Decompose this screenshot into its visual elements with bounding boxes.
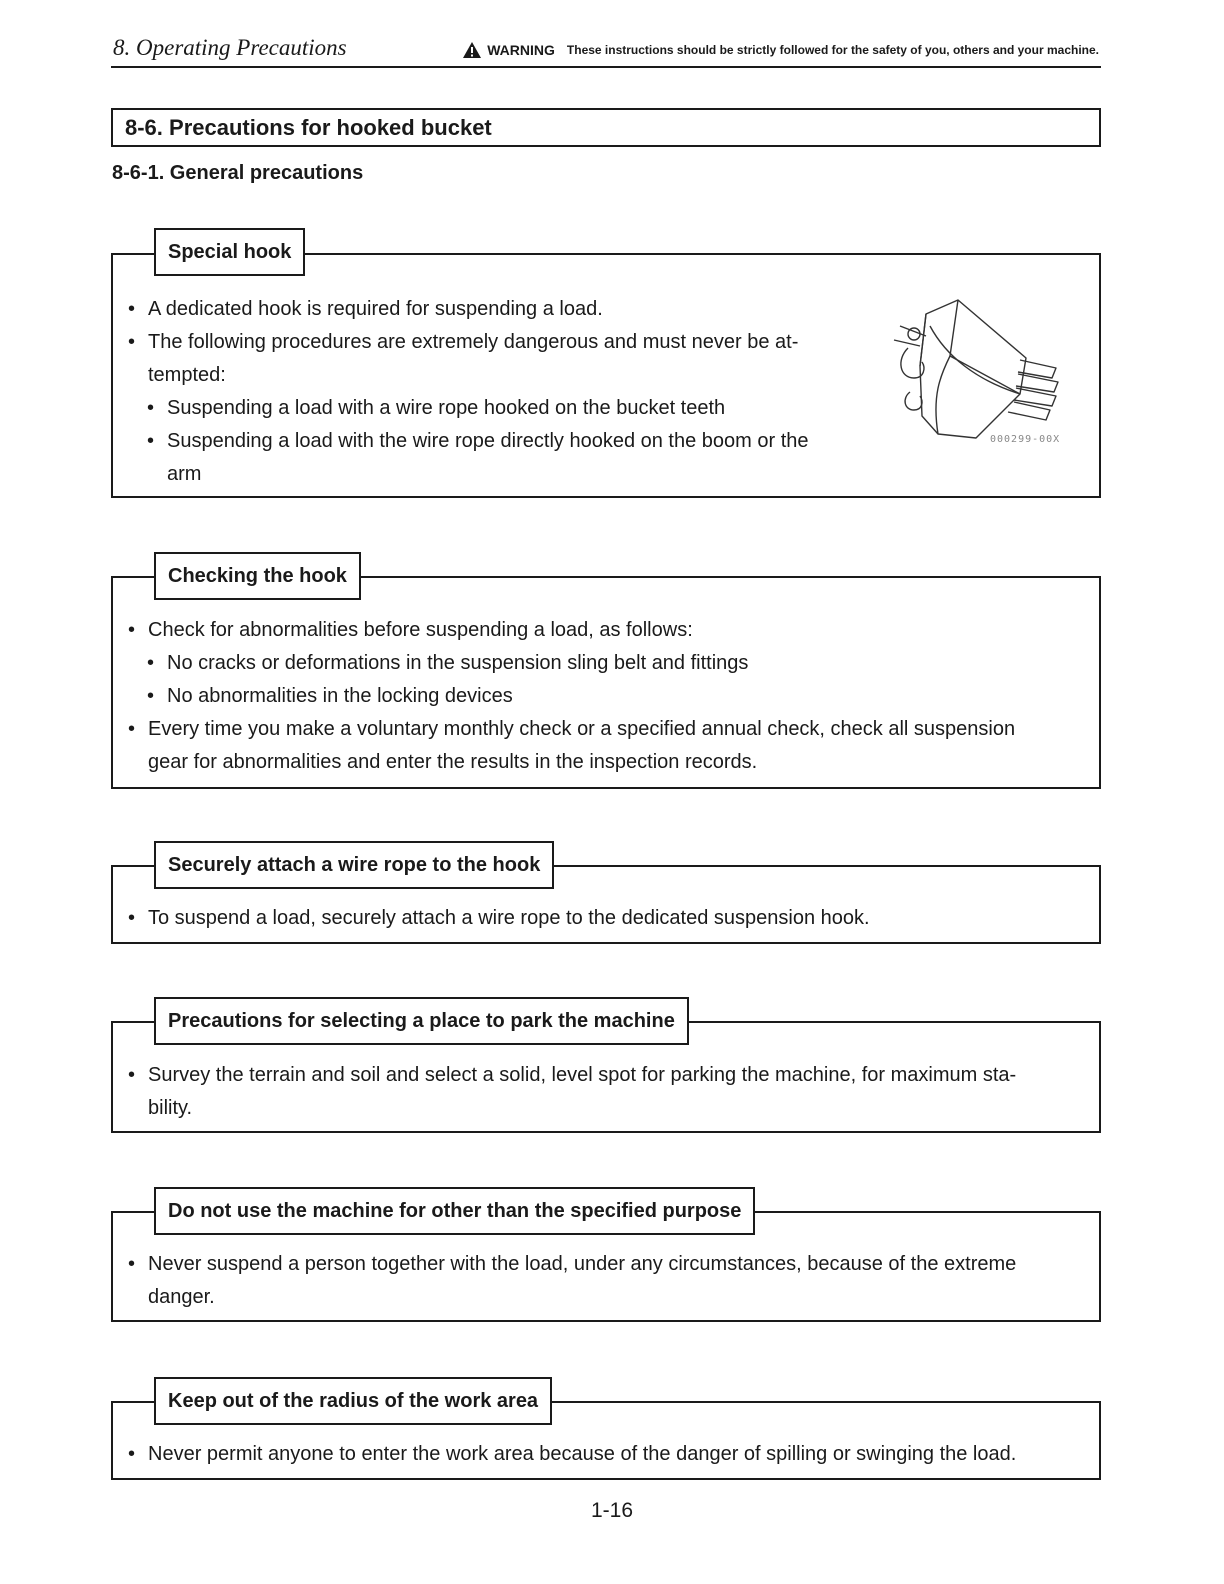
chapter-title: 8. Operating Precautions bbox=[113, 35, 347, 60]
bullet-item: • Never suspend a person together with the load, under any circumstances, because of the extreme bbox=[128, 1253, 1017, 1275]
bullet-item: • Never permit anyone to enter the work area because of the danger of spilling or swinging the load. bbox=[128, 1443, 1017, 1465]
sub-bullet-continuation: arm bbox=[167, 463, 202, 485]
bullet-continuation: tempted: bbox=[148, 364, 226, 386]
page-number: 1-16 bbox=[590, 1499, 634, 1522]
park-machine-title: Precautions for selecting a place to park the machine bbox=[154, 997, 689, 1045]
bullet-continuation: danger. bbox=[148, 1286, 215, 1308]
specified-purpose-title: Do not use the machine for other than the specified purpose bbox=[154, 1187, 755, 1235]
special-hook-title: Special hook bbox=[154, 228, 305, 276]
bullet-item: • Check for abnormalities before suspending a load, as follows: bbox=[128, 619, 693, 641]
sub-bullet-item: • No abnormalities in the locking devices bbox=[147, 685, 513, 707]
section-title-box bbox=[111, 108, 1101, 147]
bullet-item: • To suspend a load, securely attach a wire rope to the dedicated suspension hook. bbox=[128, 907, 870, 929]
bullet-item: • Every time you make a voluntary monthly check or a specified annual check, check all suspension bbox=[128, 718, 1016, 740]
section-title: 8-6. Precautions for hooked bucket bbox=[125, 115, 492, 140]
sub-bullet-item: • Suspending a load with the wire rope directly hooked on the boom or the bbox=[147, 430, 809, 452]
warning-banner bbox=[462, 41, 1099, 59]
checking-hook-title: Checking the hook bbox=[154, 552, 361, 600]
hooked-bucket-illustration bbox=[880, 296, 1070, 452]
page-header bbox=[111, 32, 1101, 68]
bullet-item: • A dedicated hook is required for suspending a load. bbox=[128, 298, 603, 320]
subsection-title: 8-6-1. General precautions bbox=[112, 162, 364, 184]
warning-triangle-icon bbox=[462, 41, 482, 59]
warning-text: These instructions should be strictly followed for the safety of you, others and your machine. bbox=[566, 43, 1099, 57]
bullet-continuation: gear for abnormalities and enter the results in the inspection records. bbox=[148, 751, 758, 773]
sub-bullet-item: • No cracks or deformations in the suspension sling belt and fittings bbox=[147, 652, 749, 674]
bullet-item: • Survey the terrain and soil and select a solid, level spot for parking the machine, for maximum sta- bbox=[128, 1064, 1017, 1086]
figure-code: 000299-00X bbox=[990, 434, 1061, 445]
work-area-title: Keep out of the radius of the work area bbox=[154, 1377, 552, 1425]
attach-wire-rope-title: Securely attach a wire rope to the hook bbox=[154, 841, 554, 889]
sub-bullet-item: • Suspending a load with a wire rope hooked on the bucket teeth bbox=[147, 397, 726, 419]
bullet-item: • The following procedures are extremely dangerous and must never be at- bbox=[128, 331, 799, 353]
bullet-continuation: bility. bbox=[148, 1097, 193, 1119]
warning-label: WARNING bbox=[487, 42, 555, 58]
